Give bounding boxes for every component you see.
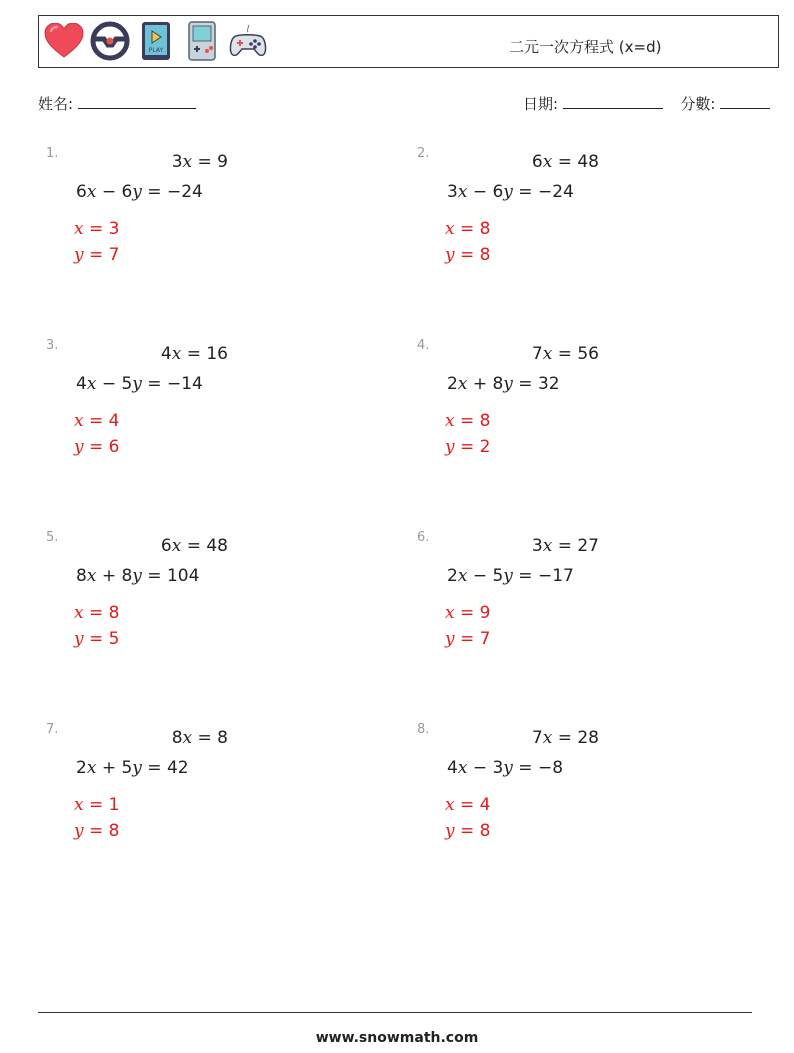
variable-y: y [132,374,142,394]
answer-value: = 8 [454,411,491,431]
answer-x [74,795,119,815]
answer-y [74,821,119,841]
equation-term: = 42 [141,758,189,778]
equation-2 [447,374,560,394]
equation-term: + 5 [96,758,133,778]
variable-y: y [503,182,513,202]
answer-variable-x: x [74,219,84,239]
variable-x: x [86,758,97,778]
answer-variable-y: y [74,245,84,265]
answer-value: = 8 [454,245,491,265]
problem-number: 8. [417,722,430,737]
equation-term: 7 [531,344,543,364]
equation-term: = 48 [181,536,228,556]
equation-term: + 8 [96,566,133,586]
answer-variable-y: y [74,629,84,649]
problem-number: 7. [46,722,59,737]
answer-variable-x: x [445,219,455,239]
equation-2 [76,758,189,778]
problem-6 [417,530,777,710]
problem-3 [46,338,406,518]
answer-variable-x: x [445,411,455,431]
footer-divider [38,1012,752,1013]
answer-variable-y: y [445,821,455,841]
variable-x: x [542,728,553,748]
equation-2 [447,566,574,586]
equation-2 [447,758,563,778]
name-blank[interactable] [78,95,196,109]
equation-term: 2 [76,758,87,778]
answer-value: = 1 [83,795,120,815]
equation-term: 8 [171,728,183,748]
answer-y [74,629,119,649]
variable-y: y [132,566,142,586]
equation-term: = 9 [192,152,228,172]
worksheet-header [38,15,779,68]
variable-x: x [542,536,553,556]
answer-value: = 4 [454,795,491,815]
variable-x: x [457,374,468,394]
answer-value: = 7 [454,629,491,649]
answer-value: = 6 [83,437,120,457]
answer-variable-y: y [445,629,455,649]
answer-y [74,245,119,265]
answer-variable-x: x [74,411,84,431]
equation-term: = 28 [552,728,599,748]
answer-value: = 8 [454,219,491,239]
equation-term: = 27 [552,536,599,556]
play-label: PLAY [148,47,164,54]
answer-x [74,603,119,623]
equation-term: − 3 [467,758,504,778]
footer-url: www.snowmath.com [315,1030,479,1046]
equation-term: 4 [76,374,87,394]
equation-term: = −24 [512,182,574,202]
date-score-fields [523,93,770,114]
equation-term: 8 [76,566,87,586]
problem-2 [417,146,777,326]
steering-wheel-icon [89,21,131,61]
answer-variable-y: y [74,821,84,841]
equation-term: = −14 [141,374,203,394]
variable-x: x [542,344,553,364]
equation-term: 6 [76,182,87,202]
equation-term: = −24 [141,182,203,202]
equation-term: = 16 [181,344,228,364]
answer-x [445,603,490,623]
answer-y [445,821,490,841]
icon-strip [43,21,269,61]
variable-x: x [457,566,468,586]
answer-variable-x: x [74,603,84,623]
equation-term: + 8 [467,374,504,394]
equation-term: 3 [531,536,543,556]
answer-value: = 8 [454,821,491,841]
answer-y [445,245,490,265]
equation-2 [76,374,203,394]
equation-term: 3 [171,152,183,172]
problem-number: 2. [417,146,430,161]
variable-x: x [457,182,468,202]
equation-term: 2 [447,374,458,394]
problem-4 [417,338,777,518]
equation-term: = −17 [512,566,574,586]
equation-term: 7 [531,728,543,748]
score-blank[interactable] [720,95,770,109]
answer-variable-x: x [445,603,455,623]
problem-7 [46,722,406,902]
answer-value: = 4 [83,411,120,431]
problem-number: 1. [46,146,59,161]
variable-y: y [132,182,142,202]
problem-number: 5. [46,530,59,545]
answer-variable-y: y [445,437,455,457]
equation-term: 6 [160,536,172,556]
variable-x: x [182,728,193,748]
answer-value: = 8 [83,821,120,841]
answer-variable-y: y [74,437,84,457]
equation-term: = 48 [552,152,599,172]
problem-5 [46,530,406,710]
variable-x: x [86,182,97,202]
name-label: 姓名: [38,95,74,113]
answer-value: = 8 [83,603,120,623]
variable-x: x [542,152,553,172]
equation-1 [161,536,228,556]
handheld-console-icon [181,21,223,61]
answer-variable-x: x [445,795,455,815]
equation-1 [172,152,228,172]
variable-x: x [182,152,193,172]
variable-y: y [132,758,142,778]
equation-term: = 56 [552,344,599,364]
equation-term: = 104 [141,566,200,586]
problem-number: 6. [417,530,430,545]
answer-variable-y: y [445,245,455,265]
answer-y [445,629,490,649]
answer-x [445,411,490,431]
equation-term: = 32 [512,374,560,394]
variable-x: x [86,566,97,586]
worksheet-title: 二元一次方程式 (x=d) [509,38,662,56]
equation-1 [532,344,599,364]
equation-1 [532,536,599,556]
play-tablet-icon [135,21,177,61]
equation-1 [532,152,599,172]
variable-y: y [503,758,513,778]
variable-y: y [503,374,513,394]
heart-icon [43,21,85,61]
name-field [38,93,196,114]
date-label: 日期: [523,95,559,113]
answer-y [74,437,119,457]
date-blank[interactable] [563,95,663,109]
answer-variable-x: x [74,795,84,815]
answer-x [74,219,119,239]
equation-term: 4 [447,758,458,778]
problem-number: 3. [46,338,59,353]
gamepad-icon [227,21,269,61]
answer-y [445,437,490,457]
answer-x [445,795,490,815]
variable-y: y [503,566,513,586]
problem-1 [46,146,406,326]
equation-2 [76,182,203,202]
answer-value: = 3 [83,219,120,239]
variable-x: x [86,374,97,394]
answer-value: = 2 [454,437,491,457]
answer-value: = 7 [83,245,120,265]
equation-term: − 5 [467,566,504,586]
equation-2 [76,566,199,586]
equation-term: = 8 [192,728,228,748]
equation-term: 2 [447,566,458,586]
answer-x [74,411,119,431]
equation-1 [172,728,228,748]
equation-1 [532,728,599,748]
equation-1 [161,344,228,364]
equation-term: 3 [447,182,458,202]
equation-term: 4 [160,344,172,364]
variable-x: x [457,758,468,778]
equation-term: 6 [531,152,543,172]
equation-term: − 6 [96,182,133,202]
answer-value: = 9 [454,603,491,623]
equation-term: = −8 [512,758,564,778]
variable-x: x [171,344,182,364]
answer-value: = 5 [83,629,120,649]
problem-number: 4. [417,338,430,353]
equation-term: − 5 [96,374,133,394]
answer-x [445,219,490,239]
score-label: 分數: [680,95,716,113]
equation-2 [447,182,574,202]
equation-term: − 6 [467,182,504,202]
variable-x: x [171,536,182,556]
problem-8 [417,722,777,902]
